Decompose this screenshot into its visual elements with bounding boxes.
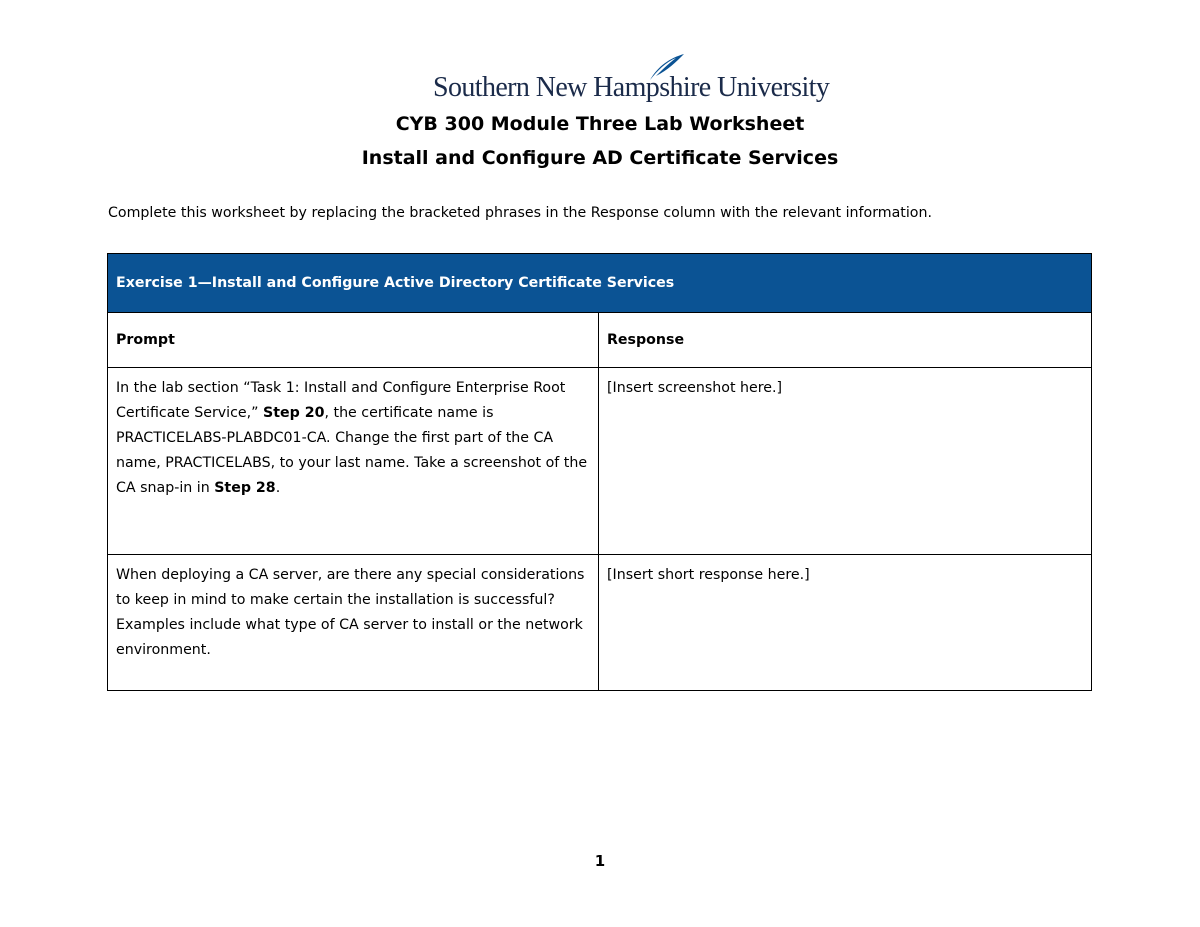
worksheet-table (107, 253, 1092, 691)
response-cell[interactable]: [Insert screenshot here.] (599, 368, 1092, 555)
prompt-text: , the certificate name is PRACTICELABS-PLABDC01-CA. Change the first part of the CA name, PRACTICELABS, to your last name. Take a screenshot of the CA snap-in in (116, 405, 588, 496)
table-row (108, 368, 1092, 555)
prompt-text: In the lab section “Task 1: Install and Configure Enterprise Root Certificate Service,” (116, 380, 566, 421)
column-header-row (108, 313, 1092, 368)
prompt-column-header: Prompt (108, 313, 599, 368)
response-column-header: Response (599, 313, 1092, 368)
step-ref: Step 28 (214, 480, 276, 496)
university-logo (433, 52, 830, 106)
step-ref: Step 20 (263, 405, 325, 421)
exercise-title: Exercise 1—Install and Configure Active Directory Certificate Services (108, 254, 1092, 313)
prompt-text: . (275, 480, 281, 496)
exercise-header-row (108, 254, 1092, 313)
intro-instructions: Complete this worksheet by replacing the bracketed phrases in the Response column with the relevant information. (108, 205, 932, 221)
table-row (108, 555, 1092, 691)
worksheet-subtitle: Install and Configure AD Certificate Services (361, 147, 839, 169)
prompt-cell (108, 368, 599, 555)
worksheet-title: CYB 300 Module Three Lab Worksheet (395, 113, 805, 135)
response-cell[interactable]: [Insert short response here.] (599, 555, 1092, 691)
logo-text: Southern New Hampshire University (433, 72, 830, 103)
prompt-cell: When deploying a CA server, are there any special considerations to keep in mind to make certain the installation is successful? Examples include what type of CA server to install or the network environment. (108, 555, 599, 691)
page-number: 1 (594, 852, 606, 870)
